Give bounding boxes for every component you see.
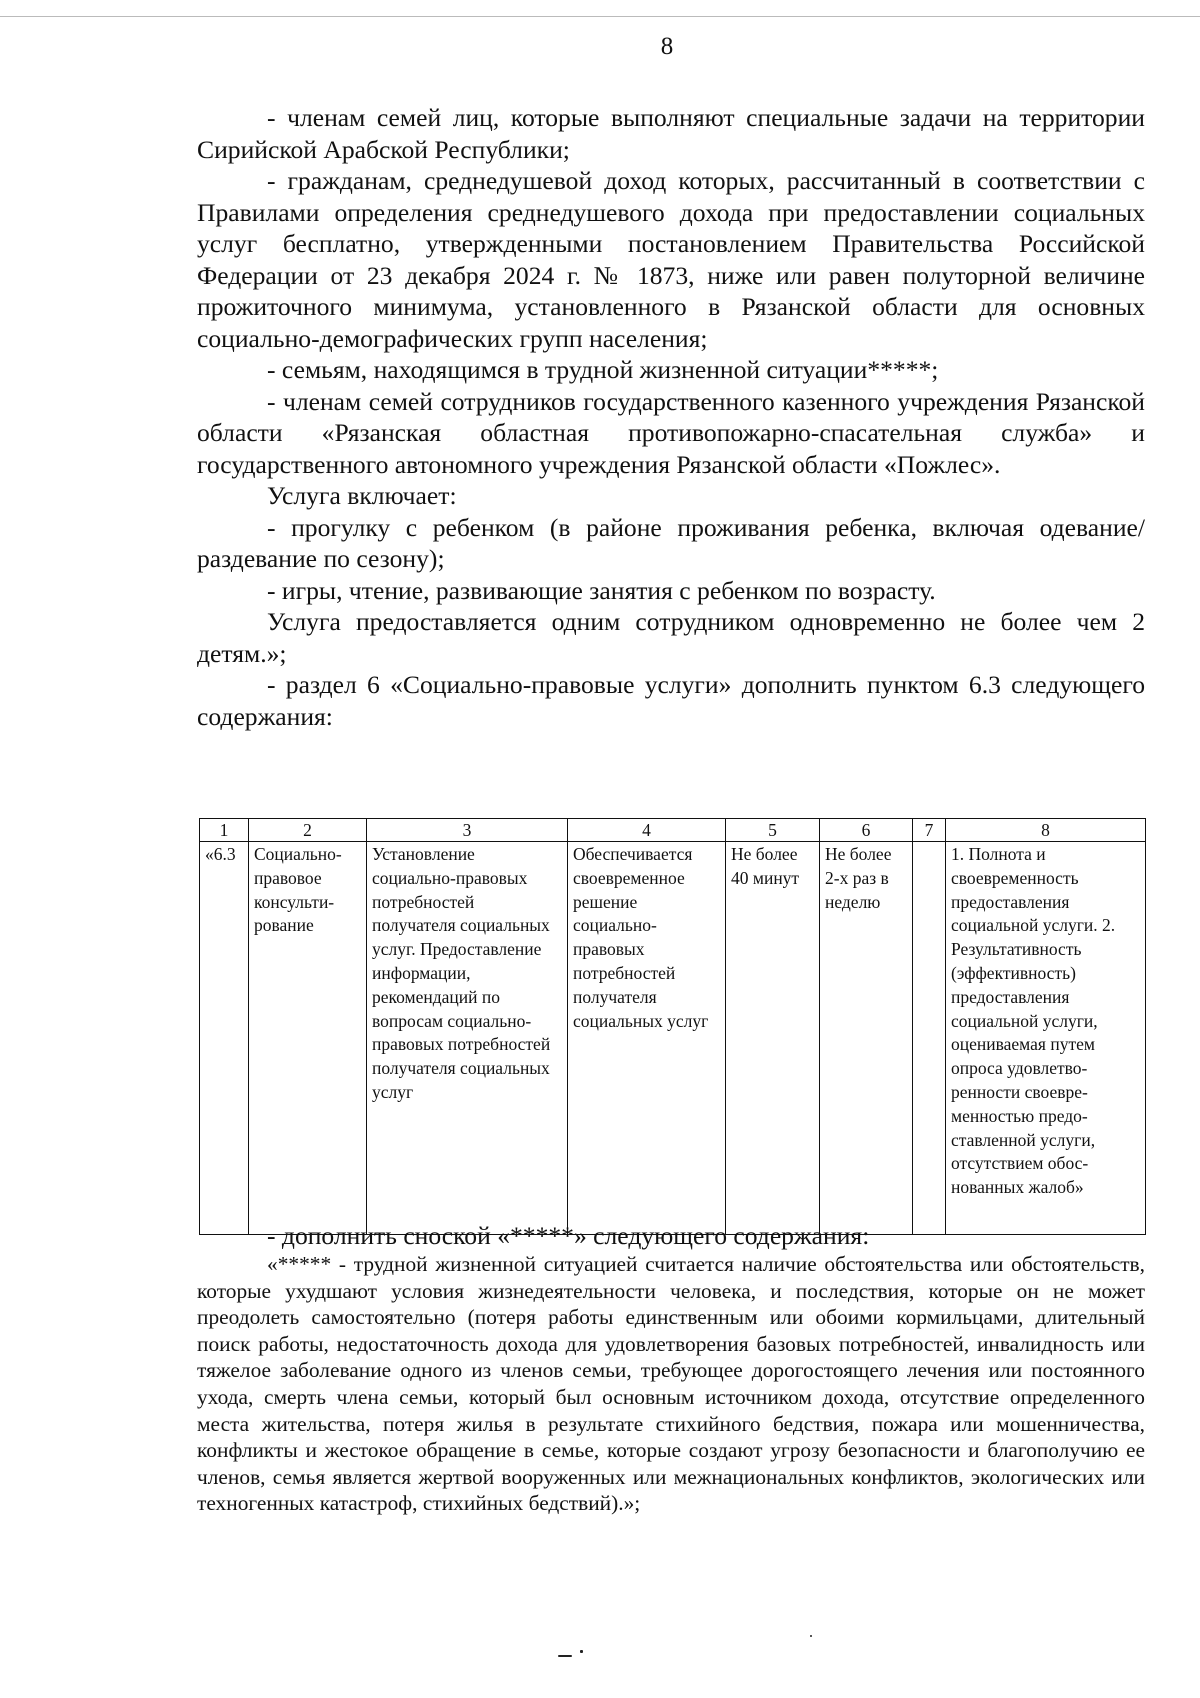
table-cell-duration: Не более 40 минут — [726, 842, 820, 1235]
table-header-cell: 6 — [820, 819, 913, 842]
paragraph: - членам семей сотрудников государственного казенного учреждения Рязанской области «Рязанская областная противопожарно-спасательная служба» и государственного автономного учреждения Рязанской области «Пожлес». — [197, 386, 1145, 479]
table-row — [200, 842, 1146, 1235]
table-header-cell: 8 — [946, 819, 1146, 842]
document-body — [197, 102, 1145, 732]
table-cell-criteria: 1. Полнота и своевременность предоставления социальной услуги. 2. Результативность (эффективность) предоставления социальной услуги, оцениваемая путем опроса удовлетво-ренности своевре-менностью предо-ставленной услуги, отсутствием обос-нованных жалоб» — [946, 842, 1146, 1235]
table-cell-description: Установление социально-правовых потребностей получателя социальных услуг. Предоставление информации, рекомендаций по вопросам социально-правовых потребностей получателя социальных услуг — [367, 842, 568, 1235]
after-table-text — [197, 1220, 1145, 1252]
table-cell-number: «6.3 — [200, 842, 249, 1235]
footnote-text — [197, 1251, 1145, 1517]
footnote-paragraph: «***** - трудной жизненной ситуацией считается наличие обстоятельства или обстоятельств, которые ухудшают условия жизнедеятельности человека, и последствия, которые он не может преодолеть самостоятельно (потеря работы единственным или обоими кормильцами, длительный поиск работы, недостаточность дохода для удовлетворения базовых потребностей, инвалидность или тяжелое заболевание одного из членов семьи, требующее дорогостоящего лечения или постоянного ухода, смерть члена семьи, который был основным источником дохода, отсутствие определенного места жительства, потеря жилья в результате стихийного бедствия, пожара или мошенничества, конфликты и жестокое обращение в семье, которые создают угрозу безопасности и благополучию ее членов, семья является жертвой вооруженных или межнациональных конфликтов, экологических или техногенных катастроф, стихийных бедствий).»; — [197, 1252, 1145, 1516]
scan-top-edge — [0, 16, 1200, 17]
paragraph: - семьям, находящимся в трудной жизненной ситуации*****; — [267, 355, 939, 384]
table-header-row — [200, 819, 1146, 842]
table-cell-frequency: Не более 2-х раз в неделю — [820, 842, 913, 1235]
table-header-cell: 2 — [249, 819, 367, 842]
paragraph: - членам семей лиц, которые выполняют специальные задачи на территории Сирийской Арабской Республики; — [197, 103, 1145, 164]
page-number: 8 — [660, 33, 674, 60]
scan-mark — [580, 1650, 583, 1653]
services-table — [199, 818, 1146, 1235]
paragraph: - гражданам, среднедушевой доход которых, рассчитанный в соответствии с Правилами определения среднедушевого дохода при предоставлении социальных услуг бесплатно, утвержденными постановлением Правительства Российской Федерации от 23 декабря 2024 г. № 1873, ниже или равен полуторной величине прожиточного минимума, установленного в Рязанской области для основных социально-демографических групп населения; — [197, 166, 1145, 353]
paragraph: Услуга предоставляется одним сотрудником одновременно не более чем 2 детям.»; — [197, 607, 1145, 668]
table-cell-empty — [913, 842, 946, 1235]
scan-mark — [558, 1655, 572, 1657]
table-cell-service-name: Социально-правовое консульти-рование — [249, 842, 367, 1235]
table-header-cell: 7 — [913, 819, 946, 842]
paragraph: Услуга включает: — [267, 481, 457, 510]
table-cell-result: Обеспечивается своевременное решение социально-правовых потребностей получателя социальных услуг — [568, 842, 726, 1235]
table-header-cell: 4 — [568, 819, 726, 842]
table-header-cell: 5 — [726, 819, 820, 842]
paragraph: - дополнить сноской «*****» следующего содержания: — [267, 1221, 870, 1250]
table-header-cell: 3 — [367, 819, 568, 842]
paragraph: - прогулку с ребенком (в районе проживания ребенка, включая одевание/раздевание по сезону); — [197, 512, 1145, 573]
scan-mark — [810, 1635, 812, 1637]
paragraph: - раздел 6 «Социально-правовые услуги» дополнить пунктом 6.3 следующего содержания: — [197, 670, 1145, 731]
table-header-cell: 1 — [200, 819, 249, 842]
paragraph: - игры, чтение, развивающие занятия с ребенком по возрасту. — [267, 575, 936, 605]
